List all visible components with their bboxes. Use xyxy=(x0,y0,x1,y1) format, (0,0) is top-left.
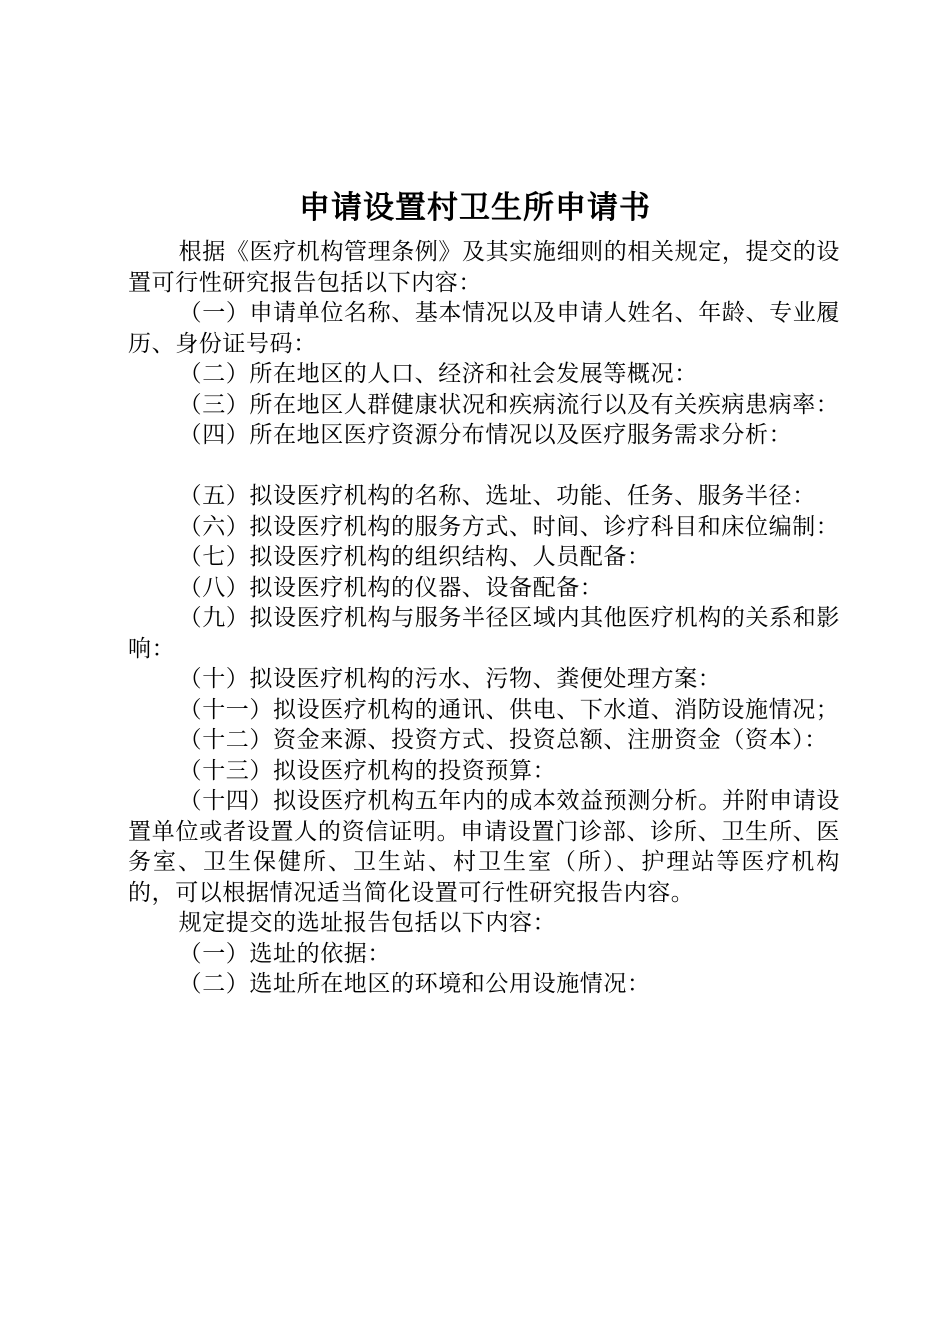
paragraph-item-3: （三）所在地区人群健康状况和疾病流行以及有关疾病患病率： xyxy=(178,391,840,418)
paragraph-item-10: （十）拟设医疗机构的污水、污物、粪便处理方案： xyxy=(178,666,722,692)
blank-line xyxy=(128,451,840,482)
paragraph-item-1: （一）申请单位名称、基本情况以及申请人姓名、年龄、专业履历、身份证号码： xyxy=(128,300,840,357)
paragraph-item-7: （七）拟设医疗机构的组织结构、人员配备： xyxy=(178,544,651,570)
paragraph-item-2: （二）所在地区的人口、经济和社会发展等概况： xyxy=(178,361,698,387)
paragraph-site-item-2: （二）选址所在地区的环境和公用设施情况： xyxy=(178,971,651,997)
paragraph-item-4: （四）所在地区医疗资源分布情况以及医疗服务需求分析： xyxy=(178,422,793,448)
document-body xyxy=(128,237,840,1000)
paragraph-item-12: （十二）资金来源、投资方式、投资总额、注册资金（资本）： xyxy=(178,727,828,753)
paragraph-site-item-1: （一）选址的依据： xyxy=(178,940,391,967)
paragraph-item-13: （十三）拟设医疗机构的投资预算： xyxy=(178,757,557,784)
document-title: 申请设置村卫生所申请书 xyxy=(299,190,651,226)
paragraph-item-14: （十四）拟设医疗机构五年内的成本效益预测分析。并附申请设置单位或者设置人的资信证明。申请设置门诊部、诊所、卫生所、医务室、卫生保健所、卫生站、村卫生室（所）、护理站等医疗机构的，可以根据情况适当简化设置可行性研究报告内容。 xyxy=(128,788,840,906)
paragraph-item-5: （五）拟设医疗机构的名称、选址、功能、任务、服务半径： xyxy=(178,483,816,509)
paragraph-item-9: （九）拟设医疗机构与服务半径区域内其他医疗机构的关系和影响： xyxy=(128,605,840,662)
paragraph-site-report-intro: 规定提交的选址报告包括以下内容： xyxy=(178,910,557,936)
paragraph-item-6: （六）拟设医疗机构的服务方式、时间、诊疗科目和床位编制： xyxy=(178,513,840,540)
paragraph-item-8: （八）拟设医疗机构的仪器、设备配备： xyxy=(178,574,604,601)
paragraph-intro: 根据《医疗机构管理条例》及其实施细则的相关规定，提交的设置可行性研究报告包括以下内容： xyxy=(128,239,840,296)
paragraph-item-11: （十一）拟设医疗机构的通讯、供电、下水道、消防设施情况； xyxy=(178,696,840,723)
